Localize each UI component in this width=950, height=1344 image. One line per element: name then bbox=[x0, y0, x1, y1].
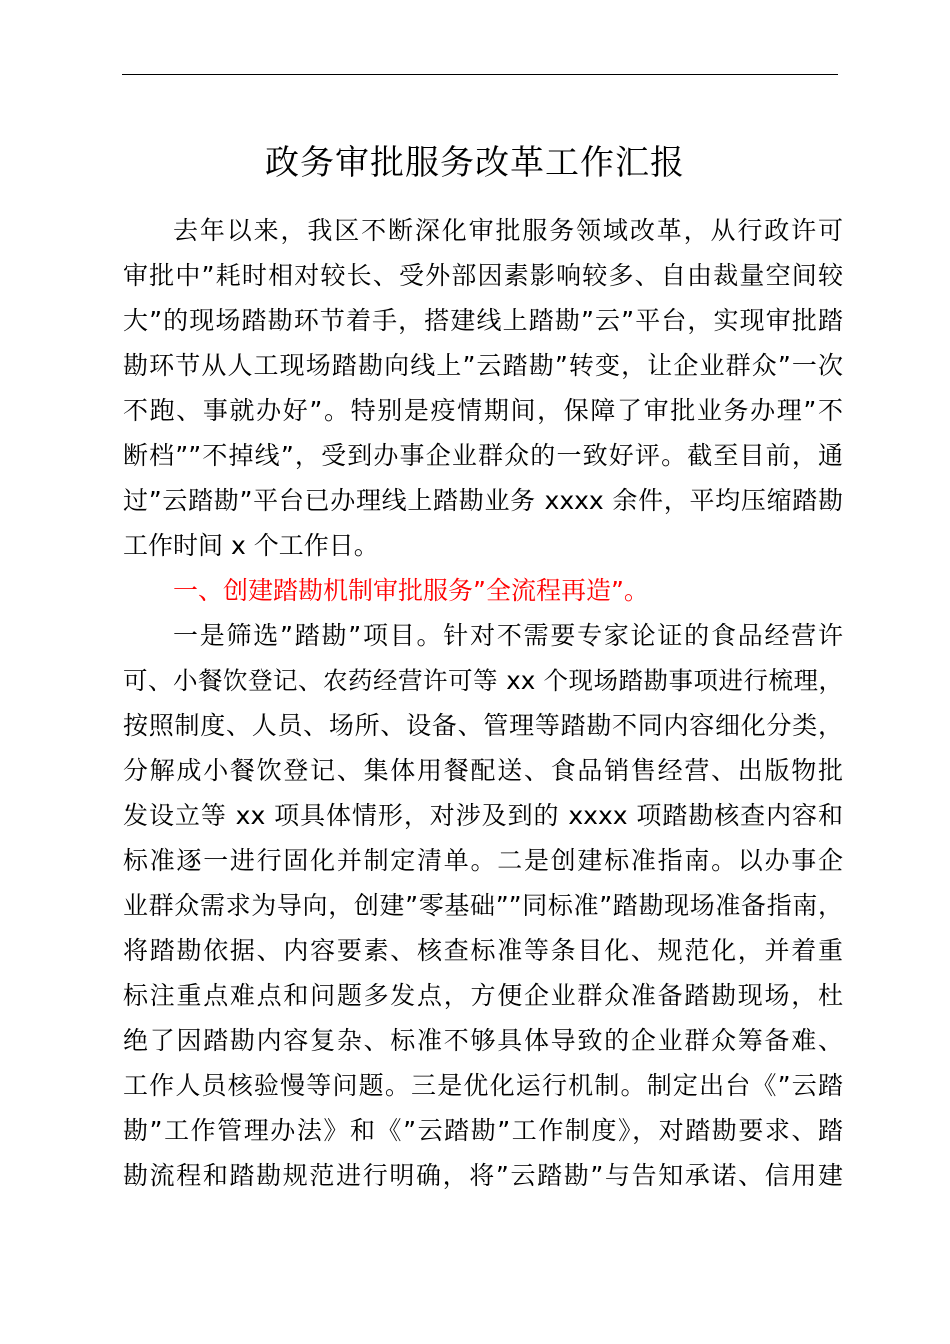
paragraph-line: 将踏勘依据、内容要素、核查标准等条目化、规范化，并着重 bbox=[123, 936, 843, 965]
paragraph-line: 不跑、事就办好”。特别是疫情期间，保障了审批业务办理”不 bbox=[123, 396, 843, 425]
paragraph-line: 一是筛选”踏勘”项目。针对不需要专家论证的食品经营许 bbox=[173, 621, 843, 650]
paragraph-line: 过”云踏勘”平台已办理线上踏勘业务 xxxx 余件，平均压缩踏勘 bbox=[123, 486, 843, 515]
paragraph-line: 勘”工作管理办法》和《”云踏勘”工作制度》，对踏勘要求、踏 bbox=[123, 1116, 843, 1145]
paragraph-intro bbox=[123, 208, 843, 568]
paragraph-line: 按照制度、人员、场所、设备、管理等踏勘不同内容细化分类， bbox=[123, 711, 843, 740]
paragraph-line: 工作时间 x 个工作日。 bbox=[123, 531, 379, 560]
header-rule bbox=[122, 74, 838, 75]
paragraph-line: 标注重点难点和问题多发点，方便企业群众准备踏勘现场，杜 bbox=[123, 981, 843, 1010]
paragraph-line: 分解成小餐饮登记、集体用餐配送、食品销售经营、出版物批 bbox=[123, 756, 843, 785]
paragraph-line: 可、小餐饮登记、农药经营许可等 xx 个现场踏勘事项进行梳理， bbox=[123, 666, 843, 695]
paragraph-line: 工作人员核验慢等问题。三是优化运行机制。制定出台《”云踏 bbox=[123, 1071, 843, 1100]
paragraph-line: 审批中”耗时相对较长、受外部因素影响较多、自由裁量空间较 bbox=[123, 261, 843, 290]
paragraph-section-one bbox=[123, 613, 843, 1198]
paragraph-line: 大”的现场踏勘环节着手，搭建线上踏勘”云”平台，实现审批踏 bbox=[123, 306, 843, 335]
document-title: 政务审批服务改革工作汇报 bbox=[265, 143, 685, 183]
paragraph-line: 勘流程和踏勘规范进行明确，将”云踏勘”与告知承诺、信用建 bbox=[123, 1161, 843, 1190]
paragraph-line: 勘环节从人工现场踏勘向线上”云踏勘”转变，让企业群众”一次 bbox=[123, 351, 843, 380]
paragraph-line: 业群众需求为导向，创建”零基础””同标准”踏勘现场准备指南， bbox=[123, 891, 843, 920]
paragraph-line: 发设立等 xx 项具体情形，对涉及到的 xxxx 项踏勘核查内容和 bbox=[123, 801, 843, 830]
paragraph-line: 断档””不掉线”，受到办事企业群众的一致好评。截至目前，通 bbox=[123, 441, 843, 470]
document-body bbox=[123, 208, 843, 1198]
paragraph-line: 绝了因踏勘内容复杂、标准不够具体导致的企业群众筹备难、 bbox=[123, 1026, 843, 1055]
paragraph-line: 去年以来，我区不断深化审批服务领域改革，从行政许可 bbox=[173, 216, 843, 245]
paragraph-line: 标准逐一进行固化并制定清单。二是创建标准指南。以办事企 bbox=[123, 846, 843, 875]
section-heading: 一、创建踏勘机制审批服务”全流程再造”。 bbox=[173, 576, 649, 605]
